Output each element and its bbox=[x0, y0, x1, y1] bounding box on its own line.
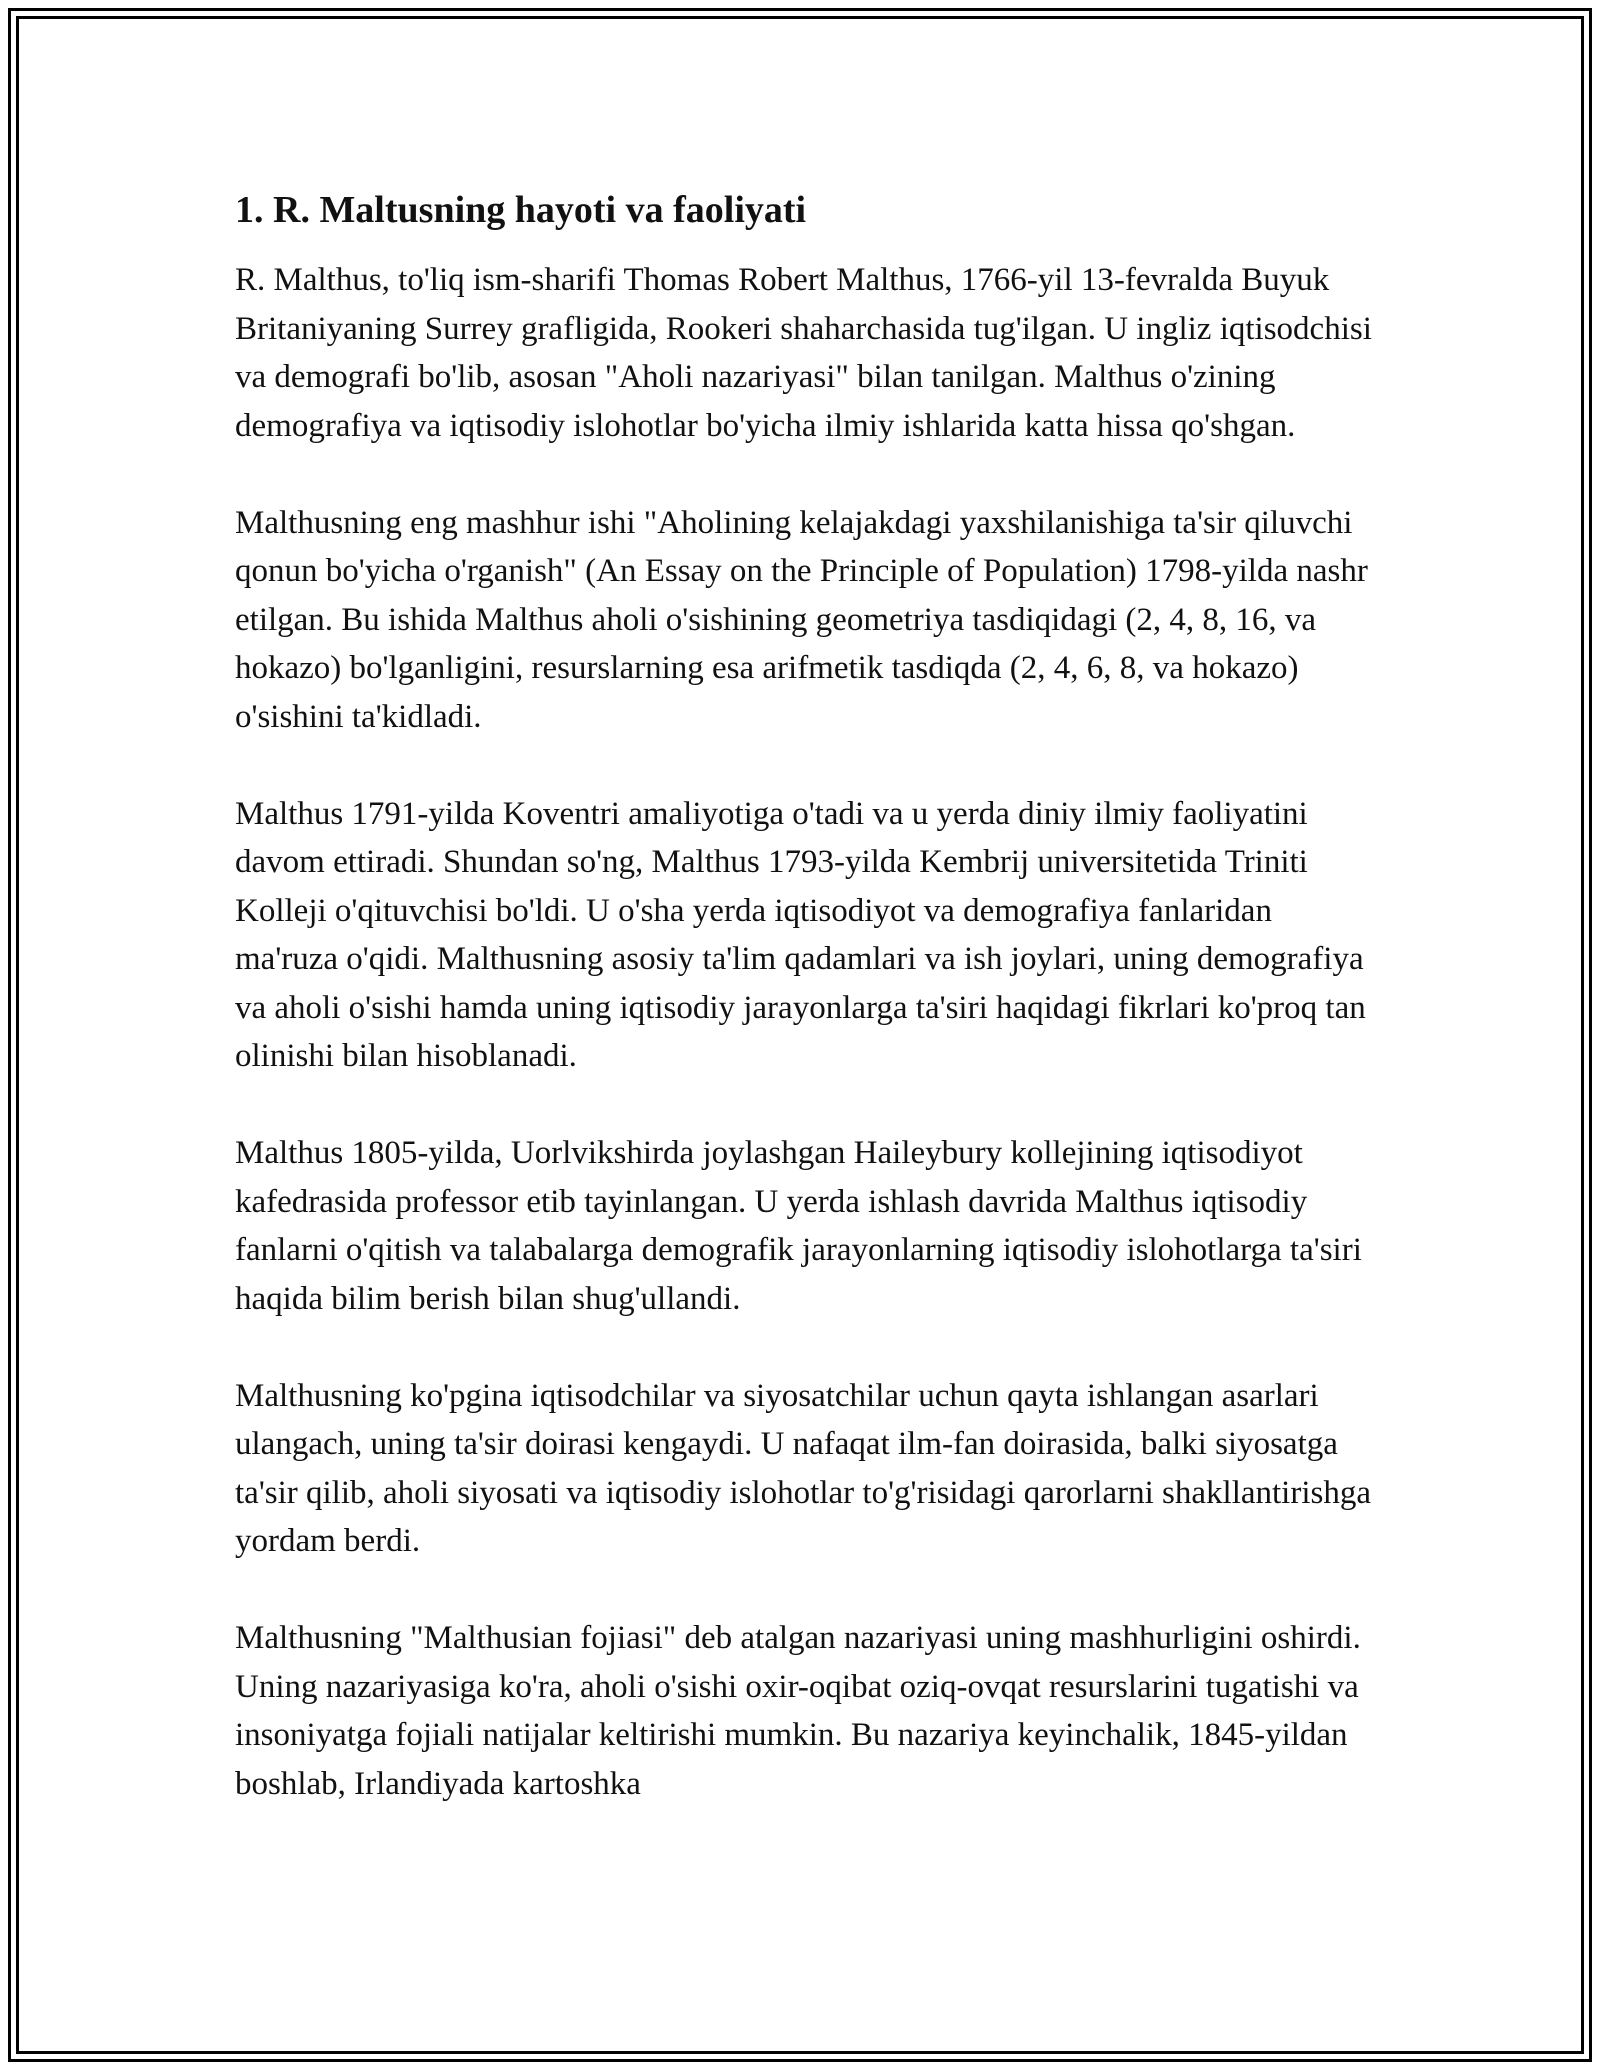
paragraph-malthusian-trap: Malthusning "Malthusian fojiasi" deb atalgan nazariyasi uning mashhurligini oshirdi. Uning nazariyasiga ko'ra, aholi o'sishi oxir-oqibat oziq-ovqat resurslarini tugatishi va insoniyatga fojiali natijalar keltirishi mumkin. Bu nazariya keyinchalik, 1845-yildan boshlab, Irlandiyada kartoshka bbox=[235, 1620, 1361, 1802]
paragraph-biography: R. Malthus, to'liq ism-sharifi Thomas Robert Malthus, 1766-yil 13-fevralda Buyuk Britaniyaning Surrey grafligida, Rookeri shaharchasida tug'ilgan. U ingliz iqtisodchisi va demografi bo'lib, asosan "Aholi nazariyasi" bilan tanilgan. Malthus o'zining demografiya va iqtisodiy islohotlar bo'yicha ilmiy ishlarida katta hissa qo'shgan. bbox=[235, 262, 1372, 444]
section-heading: 1. R. Maltusning hayoti va faoliyati bbox=[235, 189, 807, 231]
paragraph-influence: Malthusning ko'pgina iqtisodchilar va siyosatchilar uchun qayta ishlangan asarlari ulangach, uning ta'sir doirasi kengaydi. U nafaqat ilm-fan doirasida, balki siyosatga ta'sir qilib, aholi siyosati va iqtisodiy islohotlar to'g'risidagi qarorlarni shakllantirishga yordam berdi. bbox=[235, 1377, 1372, 1559]
paragraph-essay: Malthusning eng mashhur ishi "Aholining kelajakdagi yaxshilanishiga ta'sir qiluvchi qonun bo'yicha o'rganish" (An Essay on the Principle of Population) 1798-yilda nashr etilgan. Bu ishida Malthus aholi o'sishining geometriya tasdiqidagi (2, 4, 8, 16, va hokazo) bo'lganligini, resurslarning esa arifmetik tasdiqda (2, 4, 6, 8, va hokazo) o'sishini ta'kidladi. bbox=[235, 504, 1368, 735]
paragraph-cambridge: Malthus 1791-yilda Koventri amaliyotiga o'tadi va u yerda diniy ilmiy faoliyatini davom ettiradi. Shundan so'ng, Malthus 1793-yilda Kembrij universitetida Triniti Kolleji o'qituvchisi bo'ldi. U o'sha yerda iqtisodiyot va demografiya fanlaridan ma'ruza o'qidi. Malthusning asosiy ta'lim qadamlari va ish joylari, uning demografiya va aholi o'sishi hamda uning iqtisodiy jarayonlarga ta'siri haqidagi fikrlari ko'proq tan olinishi bilan hisoblanadi. bbox=[235, 795, 1366, 1074]
paragraph-haileybury: Malthus 1805-yilda, Uorlvikshirda joylashgan Haileybury kollejining iqtisodiyot kafedrasida professor etib tayinlangan. U yerda ishlash davrida Malthus iqtisodiy fanlarni o'qitish va talabalarga demografik jarayonlarning iqtisodiy islohotlarga ta'siri haqida bilim berish bilan shug'ullandi. bbox=[235, 1135, 1362, 1317]
document-body bbox=[235, 180, 1375, 1857]
